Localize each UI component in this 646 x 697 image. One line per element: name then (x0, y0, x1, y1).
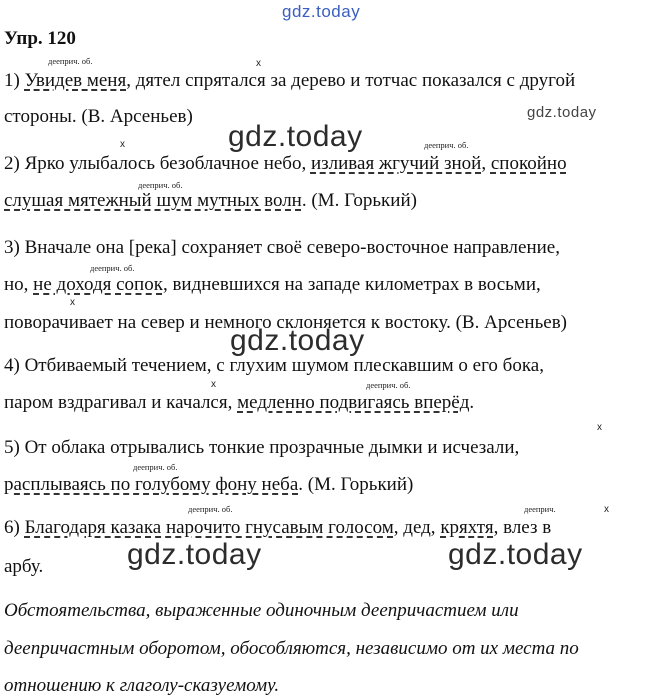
annotation-x: x (256, 58, 261, 69)
text-span: , влез в (493, 517, 552, 538)
watermark-top: gdz.today (282, 2, 361, 21)
text-line: арбу. (4, 556, 44, 577)
adverbial-underlined: Благодаря казака нарочито гнусавым голосом (24, 517, 394, 538)
text-span: , дед, (393, 517, 441, 538)
annotation-deepr-ob: дееприч. об. (366, 380, 411, 390)
text-span: . (469, 392, 475, 413)
text-line: стороны. (В. Арсеньев) (4, 106, 193, 127)
text-line: 5) От облака отрывались тонкие прозрачные дымки и исчезали, (4, 437, 520, 458)
annotation-deepr: дееприч. (524, 504, 556, 514)
text-line: 3) Вначале она [река] сохраняет своё северо-восточное направление, (4, 237, 560, 258)
adverbial-underlined: медленно подвигаясь вперёд (237, 392, 470, 413)
text-line (4, 392, 474, 414)
text-line (4, 517, 551, 539)
watermark-big-4: gdz.today (448, 538, 583, 571)
text-span: , видневшихся на западе километрах в восьми, (162, 274, 541, 295)
annotation-x: x (70, 297, 75, 308)
text-line (4, 474, 413, 496)
adverbial-underlined: спокойно (490, 153, 567, 174)
rule-line: отношению к глаголу-сказуемому. (4, 675, 280, 696)
annotation-deepr-ob: дееприч. об. (424, 140, 469, 150)
rule-line: Обстоятельства, выраженные одиночным деепричастием или (4, 600, 519, 621)
annotation-x: x (597, 422, 602, 433)
adverbial-underlined: расплываясь по голубому фону неба (4, 474, 299, 495)
watermark-small: gdz.today (527, 104, 597, 121)
rule-line: деепричастным оборотом, обособляются, независимо от их места по (4, 638, 579, 659)
exercise-heading: Упр. 120 (4, 28, 76, 49)
annotation-deepr-ob: дееприч. об. (90, 263, 135, 273)
adverbial-underlined: не доходя сопок (33, 274, 163, 295)
adverbial-underlined: Увидев меня (24, 70, 127, 91)
text-span: 2) Ярко улыбалось безоблачное небо, (4, 153, 311, 174)
text-span: . (М. Горький) (301, 190, 417, 211)
annotation-deepr-ob: дееприч. об. (188, 504, 233, 514)
text-span: , дятел спрятался за дерево и тотчас показался с другой (126, 70, 576, 91)
watermark-big-2: gdz.today (230, 324, 365, 357)
adverbial-underlined: слушая мятежный шум мутных волн (4, 190, 302, 211)
text-line (4, 70, 575, 92)
watermark-big-1: gdz.today (228, 120, 363, 153)
text-span: 6) (4, 517, 25, 538)
text-line: 4) Отбиваемый течением, с глухим шумом плескавшим о его бока, (4, 355, 544, 376)
text-span: но, (4, 274, 34, 295)
text-line: поворачивает на север и немного склоняется к востоку. (В. Арсеньев) (4, 312, 567, 333)
annotation-x: x (211, 379, 216, 390)
annotation-x: x (120, 139, 125, 150)
text-line (4, 153, 567, 175)
text-line (4, 190, 417, 212)
watermark-big-3: gdz.today (127, 538, 262, 571)
adverbial-underlined: изливая жгучий зной (310, 153, 482, 174)
text-span: . (М. Горький) (298, 474, 414, 495)
text-line (4, 274, 541, 296)
adverbial-underlined: кряхтя (440, 517, 494, 538)
annotation-deepr-ob: дееприч. об. (48, 56, 93, 66)
text-span: , (481, 153, 491, 174)
annotation-x: x (604, 504, 609, 515)
annotation-deepr-ob: дееприч. об. (138, 180, 183, 190)
text-span: 1) (4, 70, 25, 91)
text-span: паром вздрагивал и качался, (4, 392, 238, 413)
annotation-deepr-ob: дееприч. об. (133, 462, 178, 472)
